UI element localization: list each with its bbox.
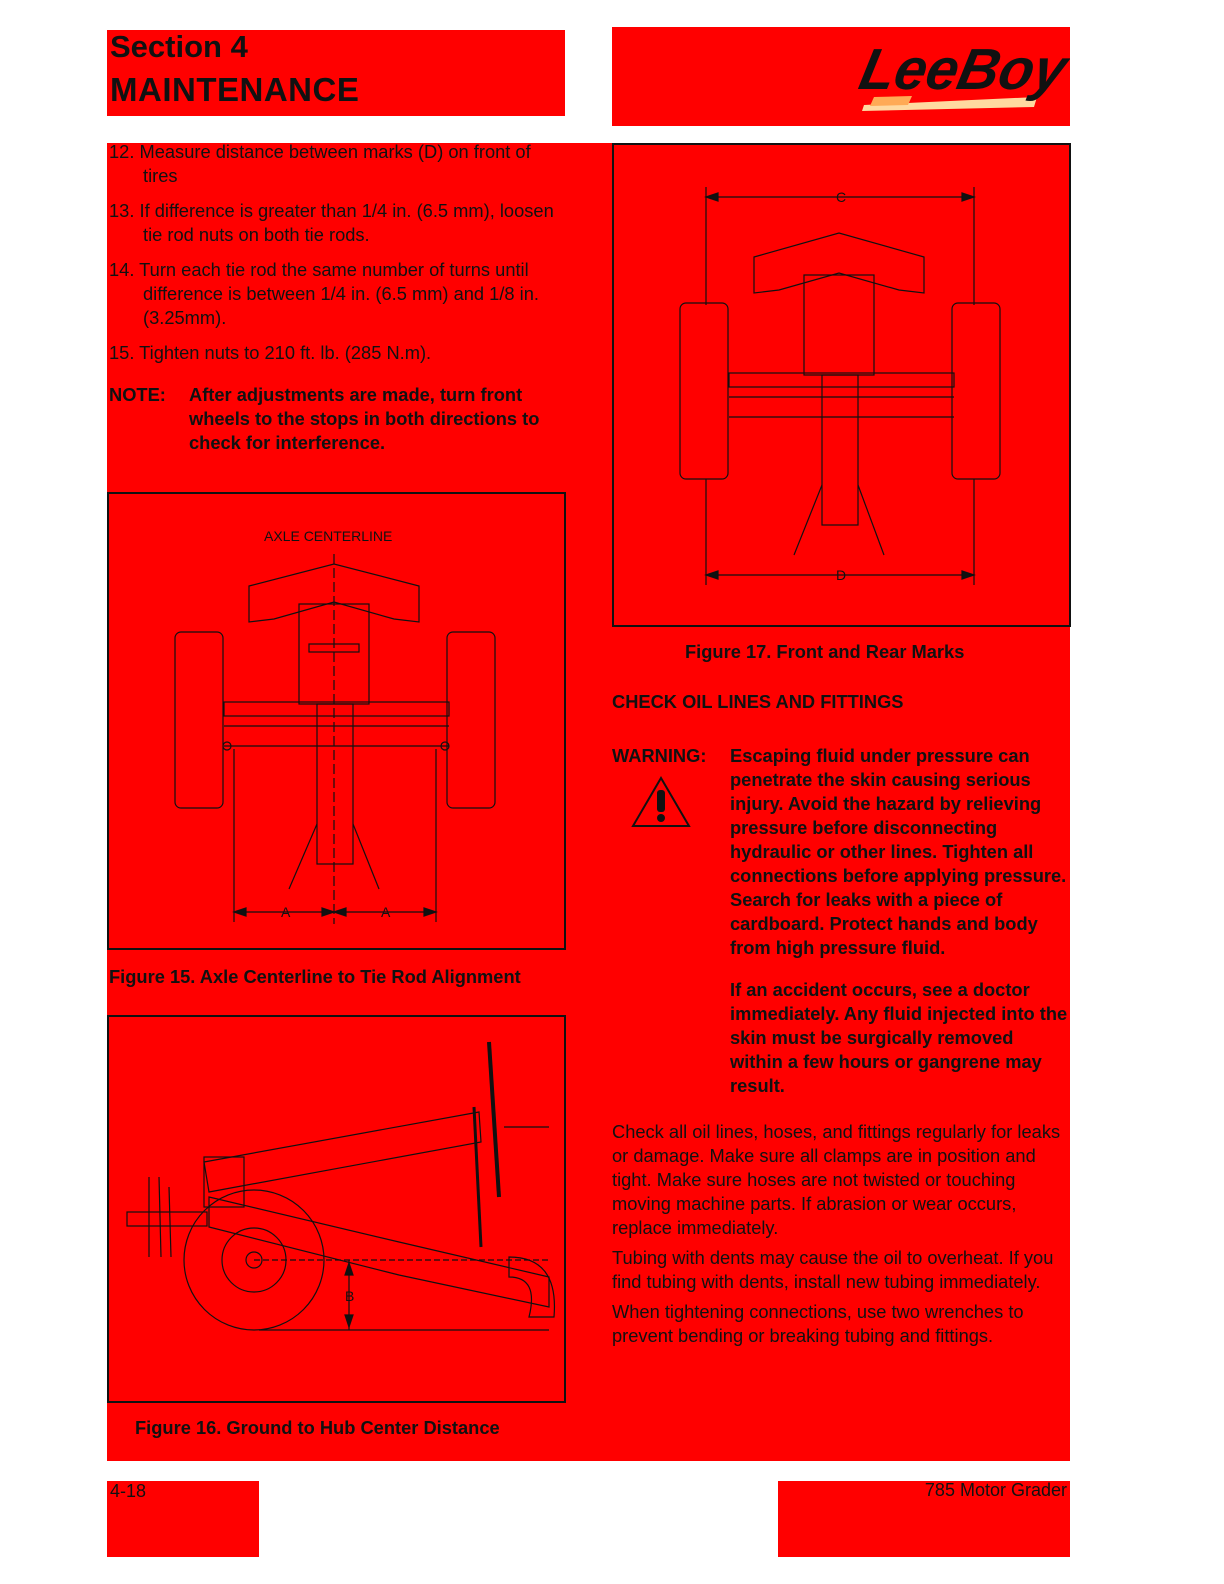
dimension-b: B [345,1288,355,1304]
figure-15-caption: Figure 15. Axle Centerline to Tie Rod Alignment [109,966,521,987]
warning-paragraph-1: Escaping fluid under pressure can penetrate the skin causing serious injury. Avoid the hazard by relieving pressure before disconnecting hydraulic or other lines. Tighten all connections before applying pressure. Search for leaks with a piece of cardboard. Protect hands and body from high pressure fluid. [730,745,1067,958]
model-name: 785 Motor Grader [778,1481,1070,1557]
page-number: 4-18 [107,1481,259,1557]
figure-17-caption: Figure 17. Front and Rear Marks [685,641,965,662]
section-header [107,30,565,116]
warning-label-column [612,744,730,1116]
warning-text [730,744,1068,1116]
paragraph-tubing-dents: Tubing with dents may cause the oil to overheat. If you find tubing with dents, install new tubing immediately. [612,1247,1054,1292]
leeboy-logo [612,27,1070,126]
paragraph-check-lines: Check all oil lines, hoses, and fittings regularly for leaks or damage. Make sure all clamps are in position and tight. Make sure hoses are not twisted or touching moving machine parts. If abrasion or wear occurs, replace immediately. [612,1121,1061,1238]
dimension-a-left: A [281,904,291,920]
main-frame [204,1112,481,1192]
warning-block [612,744,1068,1116]
figure-16-caption: Figure 16. Ground to Hub Center Distance [135,1417,500,1438]
figure-16 [107,1015,566,1403]
page-title: MAINTENANCE [110,71,360,108]
dimension-a-right: A [381,904,391,920]
front-frame [754,233,924,293]
axle-centerline-label: AXLE CENTERLINE [264,528,393,544]
logo-wordmark: LeeBoy [854,37,1070,102]
figure-15 [107,492,566,950]
brand-logo-area [612,27,1070,126]
right-tire [952,303,1000,479]
note-text: After adjustments are made, turn front wheels to the stops in both directions to check for interference. [189,384,540,453]
dimension-d: D [836,567,847,583]
step-12: 12. Measure distance between marks (D) on front of tires [109,141,531,186]
warning-label: WARNING: [612,745,707,766]
note-block [109,383,569,455]
step-14: 14. Turn each tie rod the same number of turns until difference is between 1/4 in. (6.5 mm) and 1/8 in. (3.25mm). [109,259,539,328]
figure-17 [612,143,1071,627]
left-tire [175,632,223,808]
warning-paragraph-2: If an accident occurs, see a doctor immediately. Any fluid injected into the skin must be surgically removed within a few hours or gangrene may result. [730,979,1068,1096]
paragraph-two-wrenches: When tightening connections, use two wrenches to prevent bending or breaking tubing and fittings. [612,1301,1024,1346]
warning-triangle-icon [630,774,692,830]
dimension-c: C [836,189,847,205]
left-tire [680,303,728,479]
section-heading: CHECK OIL LINES AND FITTINGS [612,691,904,712]
scarifier [127,1212,207,1226]
right-tire [447,632,495,808]
note-label: NOTE: [109,384,166,405]
section-number: Section 4 [110,29,248,64]
step-15: 15. Tighten nuts to 210 ft. lb. (285 N.m). [109,342,432,363]
step-13: 13. If difference is greater than 1/4 in. (6.5 mm), loosen tie rod nuts on both tie rods. [109,200,554,245]
instruction-steps [109,140,569,455]
blade [509,1257,554,1317]
oil-lines-section [612,690,1068,1354]
